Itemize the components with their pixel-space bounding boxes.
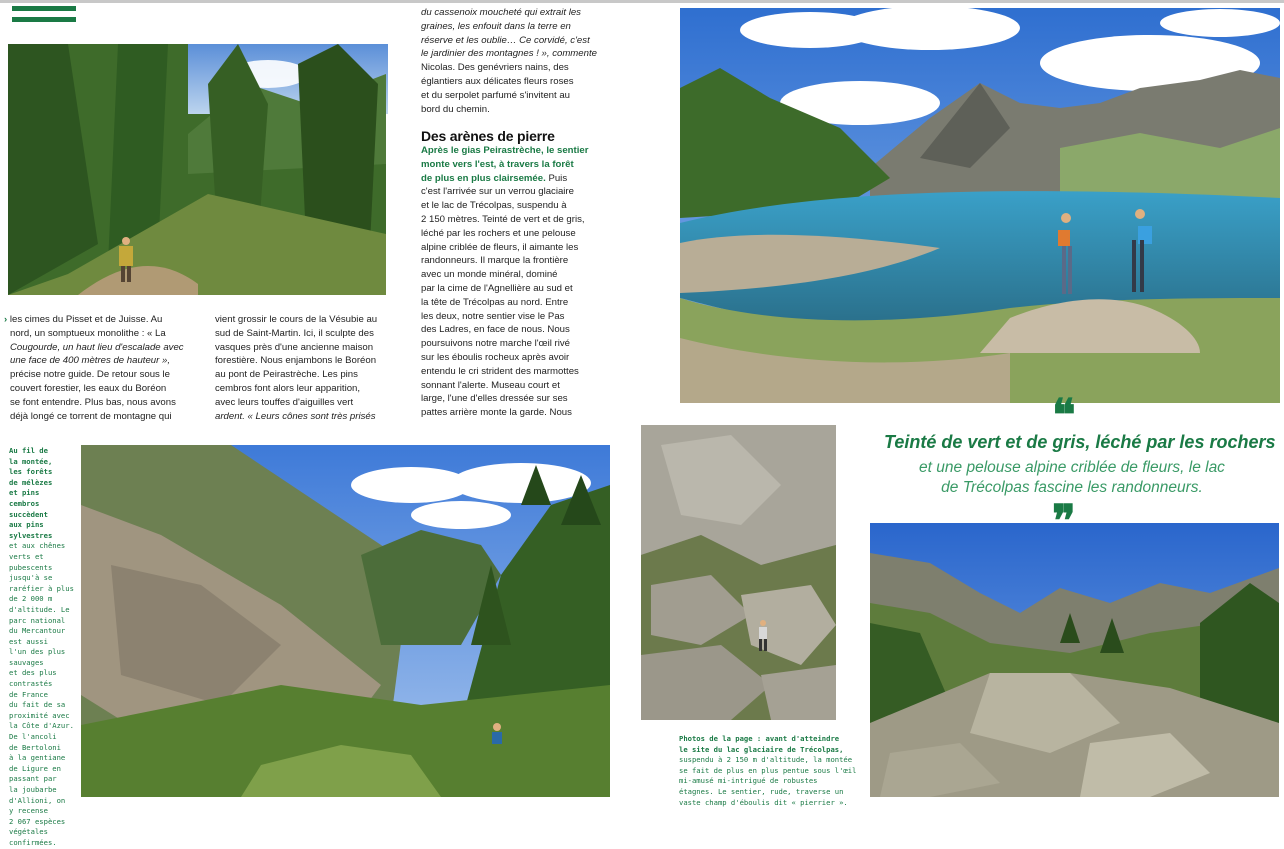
lead-line-wrap: [421, 172, 621, 186]
lead-line: monte vers l'est, à travers la forêt: [421, 158, 574, 170]
caption-bold-line: sylvestres: [9, 530, 53, 540]
caption-bold-line: de mélèzes: [9, 477, 53, 487]
text-line: Cougourde, un haut lieu d'escalade avec: [10, 341, 184, 353]
text-line: Nicolas. Des genévriers nains, des: [421, 62, 569, 74]
caption-line: 2 067 espèces: [9, 816, 66, 826]
text-line: par la cime de l'Agnellière au sud et: [421, 282, 573, 294]
caption-line: végétales: [9, 827, 48, 837]
text-line: 2 150 mètres. Teinté de vert et de gris,: [421, 213, 585, 225]
text-line: ardent. « Leurs cônes sont très prisés: [215, 410, 376, 422]
caption-line: et aux chênes: [9, 541, 66, 551]
caption-line: proximité avec: [9, 710, 70, 720]
lead-tail: Puis: [545, 172, 568, 184]
text-line: cembros font alors leur apparition,: [215, 382, 361, 394]
text-line: nord, un somptueux monolithe : « La: [10, 327, 166, 339]
section-body: [421, 144, 621, 420]
quote-open-icon: ❝: [1052, 390, 1076, 441]
caption-line: à la gentiane: [9, 753, 66, 763]
text-line: au pont de Peirastrèche. Les pins: [215, 369, 358, 381]
caption-bold-line: la montée,: [9, 456, 53, 466]
caption-line: et des plus: [9, 668, 57, 678]
caption-bold-line: le site du lac glaciaire de Trécolpas,: [679, 744, 844, 754]
photo-forest-hiker: [8, 44, 386, 295]
caption-line: raréfier à plus: [9, 583, 74, 593]
column-center: [215, 313, 401, 423]
bullet-mark: ›: [4, 314, 8, 325]
text-line-wrap: [4, 313, 200, 327]
text-line: pattes arrière monte la garde. Nous: [421, 407, 572, 419]
text-line: entendu le cri strident des marmottes: [421, 365, 579, 377]
caption-line: d'altitude. Le: [9, 604, 70, 614]
text-line: large, l'une d'elles dressée sur ses: [421, 393, 568, 405]
caption-bold-line: Photos de la page : avant d'atteindre: [679, 734, 840, 743]
column-mid-top: [421, 6, 621, 116]
caption-line: pubescents: [9, 562, 53, 572]
text-line: réserve et les oublie… Ce corvidé, c'est: [421, 34, 590, 46]
caption-line: de France: [9, 689, 48, 699]
caption-line: suspendu à 2 150 m d'altitude, la montée: [679, 755, 853, 765]
text-line: sonnant l'alerte. Museau court et: [421, 379, 560, 391]
text-line: précise notre guide. De retour sous le: [10, 369, 170, 381]
section-title: Des arènes de pierre: [421, 128, 555, 144]
bottom-caption: [679, 734, 859, 808]
header-rule-top: [12, 6, 76, 11]
quote-close-icon: ❞: [1052, 496, 1076, 547]
photo-rocky-slope: [641, 425, 836, 720]
caption-line: d'Allioni, on: [9, 795, 66, 805]
text-line: vient grossir le cours de la Vésubie au: [215, 314, 378, 325]
caption-line: la joubarbe: [9, 785, 57, 794]
caption-line: jusqu'à se: [9, 573, 53, 583]
text-line: du cassenoix moucheté qui extrait les: [421, 7, 581, 18]
text-line: églantiers aux délicates fleurs roses: [421, 75, 574, 87]
text-line: c'est l'arrivée sur un verrou glaciaire: [421, 186, 574, 198]
caption-line: de Ligure en: [9, 763, 61, 773]
caption-bold-line: Au fil de: [9, 446, 48, 455]
caption-bold-line: et pins: [9, 488, 40, 498]
text-line: les deux, notre sentier vise le Pas: [421, 310, 565, 322]
text-line: graines, les enfouit dans la terre en: [421, 20, 571, 32]
caption-line: de 2 000 m: [9, 594, 53, 604]
column-left: [4, 313, 200, 423]
pull-quote-strong: Teinté de vert et de gris, léché par les rochers: [884, 432, 1276, 452]
text-line: couvert forestier, les eaux du Boréon: [10, 382, 167, 394]
text-line: sur les éboulis rocheux après avoir: [421, 351, 570, 363]
text-line: poursuivons notre marche l'œil rivé: [421, 338, 570, 350]
lead-line: Après le gias Peirastrèche, le sentier: [421, 145, 589, 156]
caption-line: passant par: [9, 774, 57, 784]
caption-line: mi-amusé mi-intrigué de robustes: [679, 776, 818, 786]
caption-line: contrastés: [9, 679, 53, 689]
caption-line: est aussi: [9, 636, 48, 646]
photo-valley-forest: [81, 445, 610, 797]
caption-line: la Côte d'Azur.: [9, 721, 74, 731]
caption-line: l'un des plus: [9, 647, 66, 657]
caption-line: verts et: [9, 551, 44, 561]
caption-line: vaste champ d'éboulis dit « pierrier ».: [679, 797, 848, 807]
photo-boulder-valley: [870, 523, 1279, 797]
caption-line: y recense: [9, 806, 48, 816]
text-line: le jardinier des montagnes ! », commente: [421, 48, 597, 60]
text-line: une face de 400 mètres de hauteur »,: [10, 355, 171, 367]
caption-bold-line: succèdent: [9, 509, 48, 519]
text-line: sud de Saint-Martin. Ici, il sculpte des: [215, 327, 374, 339]
pull-quote-light: [880, 458, 1264, 498]
text-line: les cimes du Pisset et de Juisse. Au: [9, 314, 163, 325]
caption-line: se fait de plus en plus pentue sous l'œil: [679, 765, 857, 775]
pull-quote-line: et une pelouse alpine criblée de fleurs, le lac: [919, 459, 1225, 476]
caption-line: De l'ancoli: [9, 732, 57, 742]
caption-bold-line: cembros: [9, 498, 40, 508]
caption-line: de Bertoloni: [9, 742, 61, 752]
text-line: la tête de Trécolpas au nord. Entre: [421, 296, 569, 308]
text-line: avec un monde minéral, dominé: [421, 269, 558, 281]
top-border: [0, 0, 1284, 3]
text-line: et le lac de Trécolpas, suspendu à: [421, 200, 567, 212]
caption-line: étagnes. Le sentier, rude, traverse un: [679, 786, 844, 796]
side-caption: [9, 446, 79, 849]
text-line: se font entendre. Plus bas, nous avons: [10, 396, 176, 408]
caption-bold-line: les forêts: [9, 467, 53, 477]
text-line: et du serpolet parfumé s'invitent au: [421, 89, 571, 101]
caption-line: du Mercantour: [9, 626, 66, 636]
text-line: déjà longé ce torrent de montagne qui: [10, 410, 172, 422]
caption-line: parc national: [9, 615, 66, 625]
text-line: avec leurs touffes d'aiguilles vert: [215, 396, 354, 408]
header-rule-bottom: [12, 17, 76, 22]
text-line: des Ladres, en face de nous. Nous: [421, 324, 570, 336]
text-line: bord du chemin.: [421, 103, 490, 115]
text-line: vasques près d'une ancienne maison: [215, 341, 374, 353]
caption-line: sauvages: [9, 657, 44, 667]
text-line: alpine criblée de fleurs, il aimante les: [421, 241, 579, 253]
caption-line: confirmées.: [9, 837, 57, 847]
lead-line: de plus en plus clairsemée.: [421, 172, 546, 184]
text-line: léché par les rochers et une pelouse: [421, 227, 576, 239]
caption-line: du fait de sa: [9, 700, 66, 710]
caption-bold-line: aux pins: [9, 520, 44, 530]
text-line: forestière. Nous enjambons le Boréon: [215, 355, 377, 367]
photo-lac-trecolpas: [680, 8, 1280, 403]
text-line: randonneurs. Il marque la frontière: [421, 255, 569, 267]
pull-quote-line: de Trécolpas fascine les randonneurs.: [941, 479, 1203, 496]
